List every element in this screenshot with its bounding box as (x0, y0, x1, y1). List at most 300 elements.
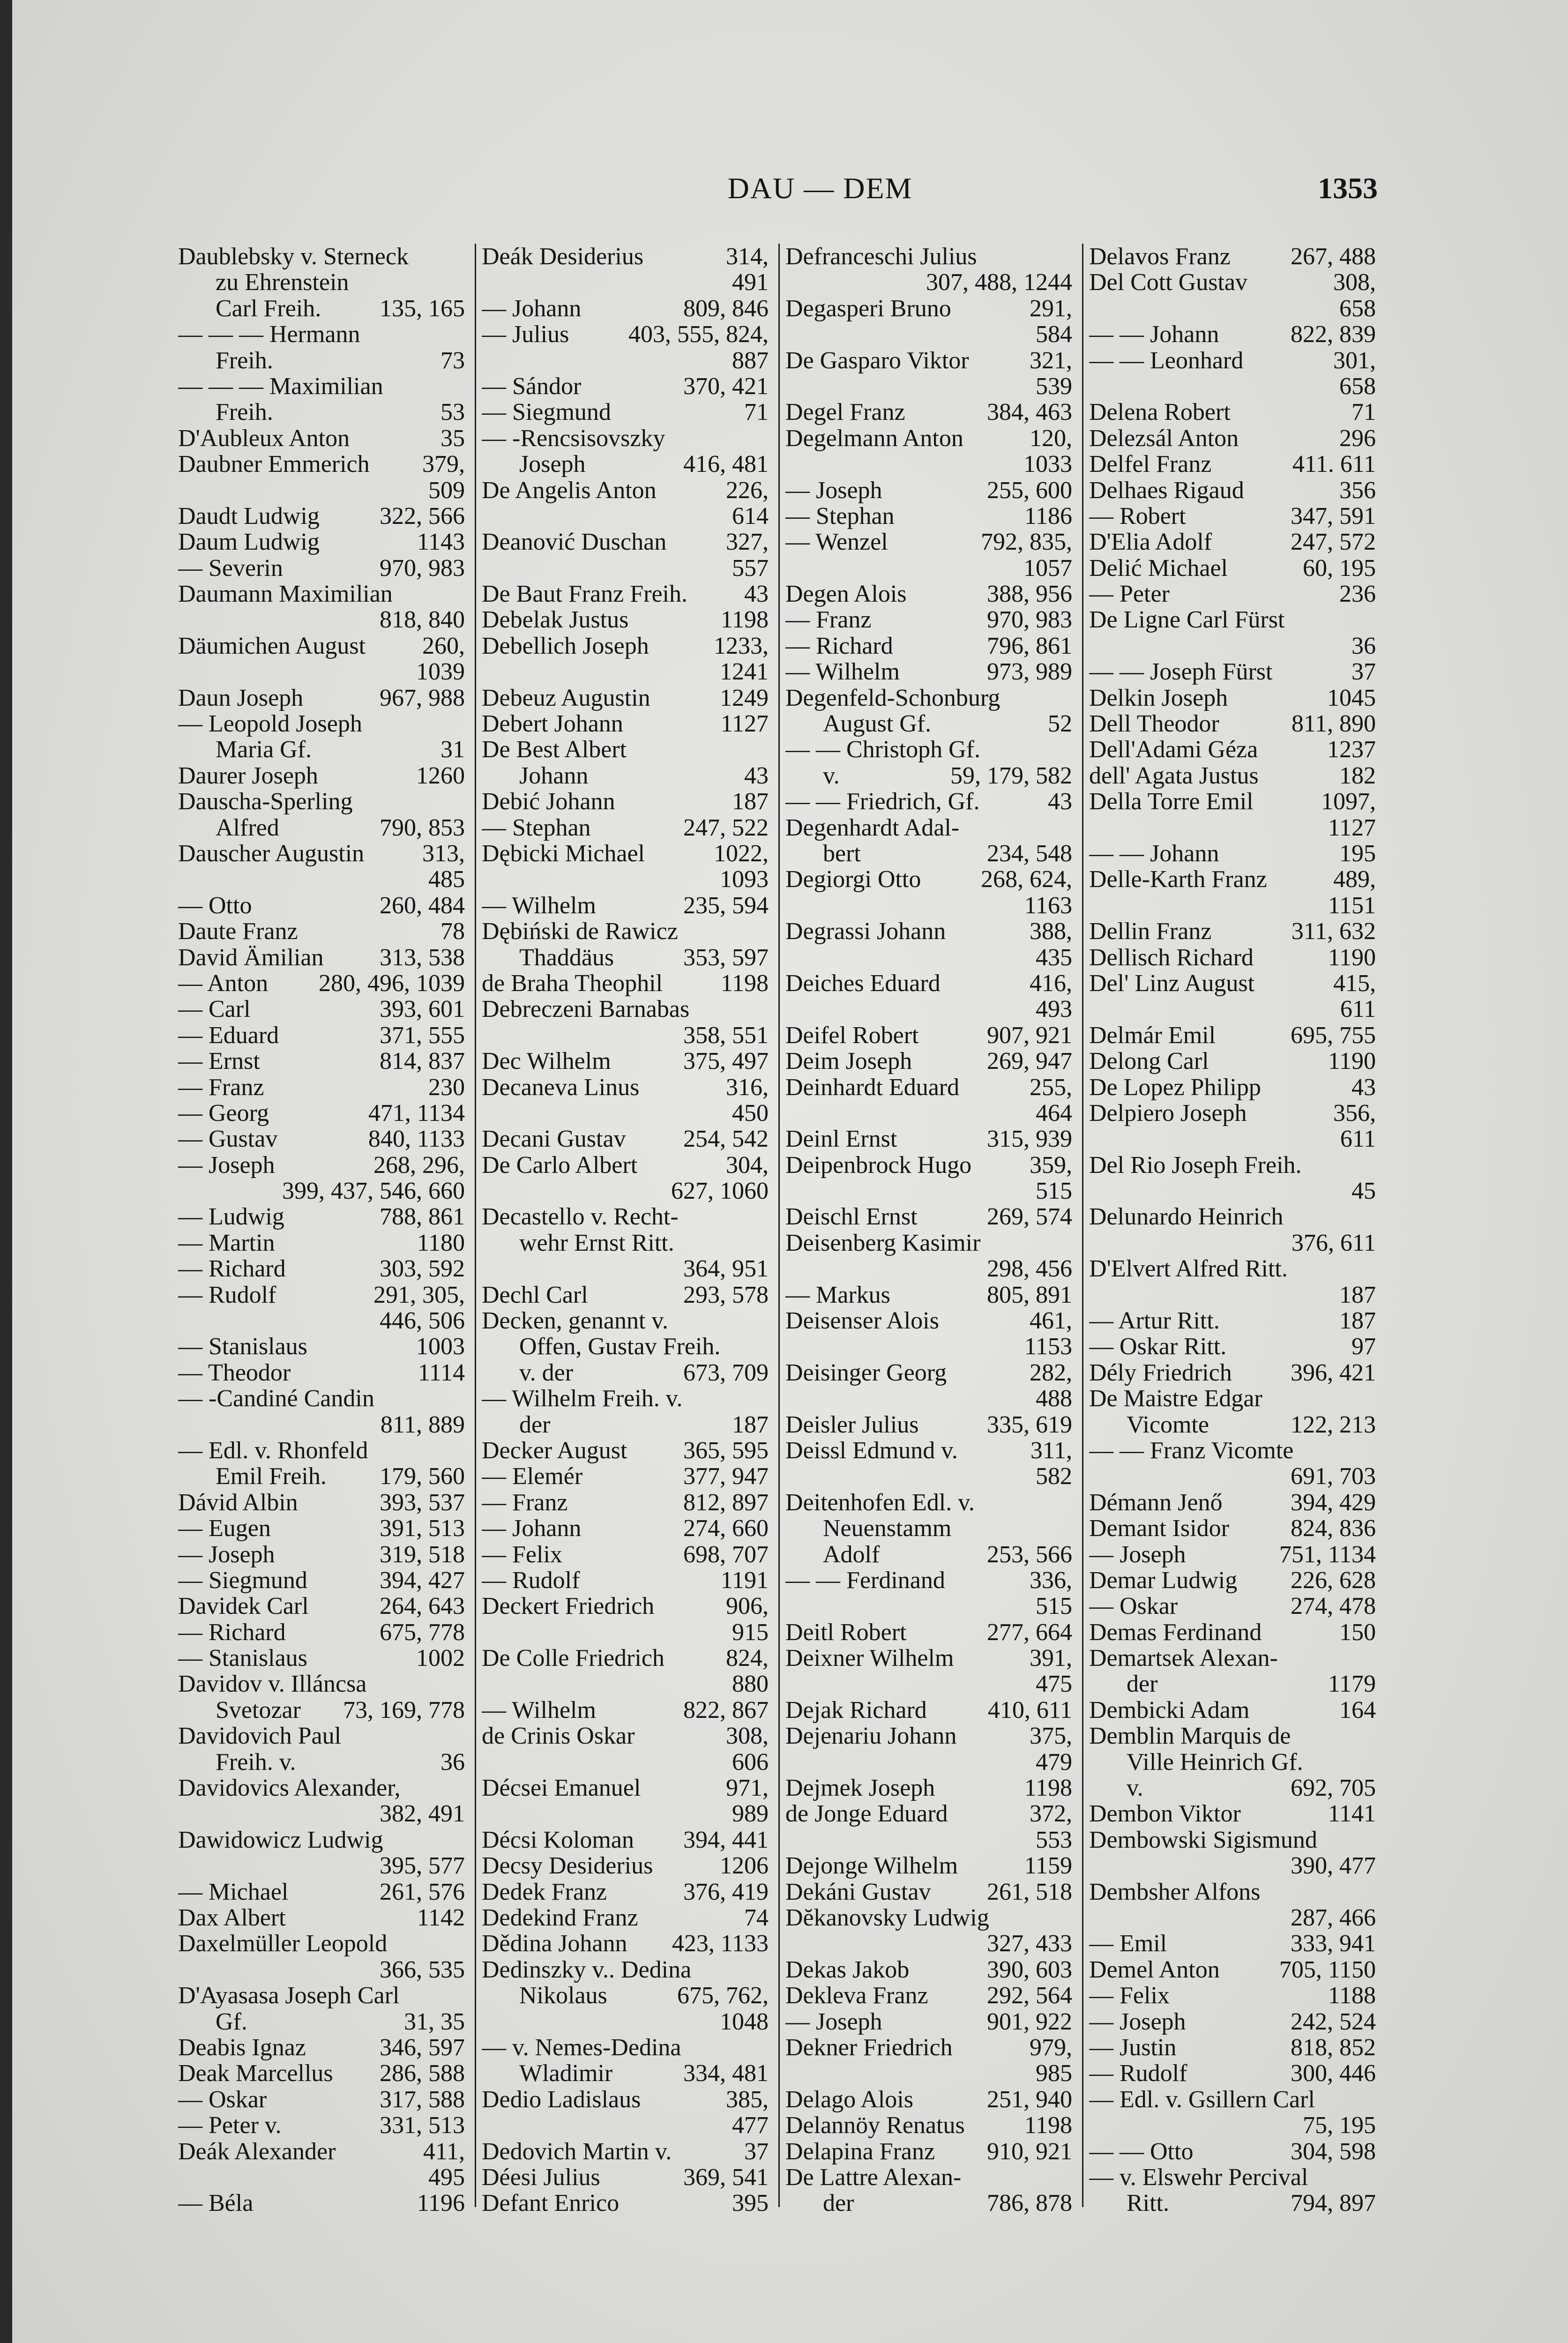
index-entry-line (178, 789, 465, 814)
index-entry-line (482, 2112, 769, 2138)
entry-page-refs: 1206 (720, 1852, 769, 1880)
entry-name: — Oskar Ritt. (1089, 1334, 1227, 1360)
entry-page-refs: 327, (726, 529, 769, 556)
entry-name: Deák Desiderius (482, 244, 644, 270)
index-entry-line (1089, 711, 1376, 737)
entry-page-refs: 1190 (1328, 944, 1376, 971)
index-entry-line (178, 1645, 465, 1671)
entry-name: — Richard (785, 633, 893, 659)
entry-page-refs: 282, (1030, 1359, 1072, 1386)
index-entry-line (178, 1853, 465, 1879)
index-entry-line (785, 244, 1072, 269)
entry-name: Decastello v. Recht- (482, 1204, 679, 1230)
entry-page-refs: 304, (726, 1151, 769, 1179)
index-entry-line (482, 1775, 769, 1801)
index-entry-line (178, 2060, 465, 2086)
entry-name: de Crinis Oskar (482, 1723, 635, 1749)
entry-name: Debreczeni Barnabas (482, 996, 690, 1022)
index-entry-line (178, 1567, 465, 1593)
entry-name: — Eugen (178, 1515, 271, 1542)
index-entry-line (785, 348, 1072, 373)
entry-page-refs: 314, (726, 243, 769, 270)
index-entry-line (785, 1931, 1072, 1956)
entry-page-refs: 43 (744, 581, 769, 608)
index-entry-line (1089, 866, 1376, 892)
entry-page-refs: 226, (726, 477, 769, 504)
index-entry-line (785, 2009, 1072, 2035)
entry-page-refs: 226, 628 (1291, 1567, 1376, 1594)
index-entry-line (1089, 918, 1376, 944)
index-entry-line (178, 685, 465, 711)
entry-name: Dekleva Franz (785, 1983, 928, 2009)
entry-name: Delena Robert (1089, 399, 1231, 425)
entry-name: Dekáni Gustav (785, 1879, 931, 1905)
entry-name: Davidov v. Illáncsa (178, 1671, 367, 1697)
index-entry-line (482, 633, 769, 659)
entry-name: Deabis Ignaz (178, 2034, 306, 2061)
index-entry-line (1089, 2112, 1376, 2138)
index-entry-line (785, 1749, 1072, 1775)
entry-name: Decaneva Linus (482, 1074, 640, 1100)
index-entry-line (178, 321, 465, 347)
index-entry-line (178, 503, 465, 529)
index-entry-line (482, 1827, 769, 1853)
entry-name: — Rudolf (178, 1282, 276, 1308)
entry-name: Delago Alois (785, 2086, 913, 2113)
entry-name: — Felix (1089, 1983, 1170, 2009)
index-entry-line (482, 1879, 769, 1905)
entry-page-refs: 322, 566 (380, 502, 465, 530)
entry-name: Demblin Marquis de (1089, 1723, 1291, 1749)
entry-name: Svetozar (216, 1697, 301, 1724)
entry-page-refs: 907, 921 (987, 1022, 1072, 1049)
column-rule (778, 244, 780, 2207)
entry-page-refs: 477 (732, 2112, 769, 2139)
entry-page-refs: 31 (441, 736, 465, 763)
entry-name: Dejonge Wilhelm (785, 1853, 958, 1879)
index-entry-line (785, 918, 1072, 944)
entry-page-refs: 280, 496, 1039 (319, 970, 465, 997)
entry-name: — Richard (178, 1619, 286, 1646)
entry-page-refs: 796, 861 (987, 632, 1072, 659)
index-entry-line (1089, 2009, 1376, 2035)
index-entry-line (785, 1412, 1072, 1438)
index-entry-line (482, 1204, 769, 1230)
index-entry-line (785, 581, 1072, 607)
index-entry-line (1089, 581, 1376, 607)
index-entry-line (482, 1490, 769, 1515)
index-entry-line (482, 2087, 769, 2112)
index-entry-line (785, 1567, 1072, 1593)
index-entry-line (1089, 1749, 1376, 1775)
entry-page-refs: 1003 (416, 1333, 465, 1360)
entry-page-refs: 786, 878 (987, 2190, 1072, 2217)
index-entry-line (1089, 841, 1376, 866)
index-entry-line (482, 970, 769, 996)
index-entry-line (178, 659, 465, 685)
index-entry-line (785, 1074, 1072, 1100)
entry-name: Vicomte (1127, 1411, 1209, 1438)
entry-page-refs: 327, 433 (987, 1930, 1072, 1957)
index-entry-line (482, 763, 769, 789)
index-entry-line (785, 296, 1072, 321)
index-entry-line (178, 2035, 465, 2060)
index-entry-line (178, 1697, 465, 1723)
entry-name: — — Christoph Gf. (785, 737, 980, 763)
index-entry-line (482, 1100, 769, 1126)
entry-page-refs: 1190 (1328, 1048, 1376, 1075)
index-entry-line (178, 555, 465, 581)
index-entry-line (785, 1515, 1072, 1541)
index-entry-line (178, 2009, 465, 2035)
index-entry-line (482, 1282, 769, 1308)
entry-page-refs: 371, 555 (380, 1022, 465, 1049)
entry-name: v. der (519, 1359, 574, 1386)
entry-page-refs: 471, 1134 (368, 1099, 465, 1127)
index-entry-line (178, 2139, 465, 2164)
entry-name: Joseph (519, 451, 586, 478)
entry-name: Freih. (216, 347, 273, 373)
entry-page-refs: 792, 835, (981, 529, 1072, 556)
entry-name: Dávid Albin (178, 1489, 298, 1516)
entry-page-refs: 1127 (1328, 814, 1376, 841)
entry-page-refs: 356 (1339, 477, 1376, 504)
index-entry-line (178, 1386, 465, 1411)
entry-name: Degasperi Bruno (785, 295, 951, 322)
entry-name: De Colle Friedrich (482, 1645, 665, 1671)
index-entry-line (1089, 244, 1376, 269)
entry-page-refs: 370, 421 (683, 373, 769, 400)
entry-name: De Lopez Philipp (1089, 1074, 1261, 1100)
entry-page-refs: 356, (1333, 1099, 1376, 1127)
index-entry-line (1089, 1152, 1376, 1178)
entry-page-refs: 906, (726, 1593, 769, 1620)
entry-name: D'Elvert Alfred Ritt. (1089, 1256, 1288, 1282)
entry-name: De Maistre Edgar (1089, 1386, 1262, 1412)
entry-page-refs: 150 (1339, 1619, 1376, 1646)
entry-name: Dauscher Augustin (178, 840, 365, 867)
index-entry-line (178, 2190, 465, 2216)
entry-page-refs: 1241 (720, 658, 769, 686)
index-entry-line (785, 1905, 1072, 1931)
index-entry-line (482, 451, 769, 477)
entry-page-refs: 553 (1036, 1826, 1072, 1853)
entry-page-refs: 255, 600 (987, 477, 1072, 504)
entry-page-refs: 461, (1030, 1307, 1072, 1335)
entry-name: Demant Isidor (1089, 1515, 1229, 1542)
entry-page-refs: 698, 707 (683, 1541, 769, 1568)
index-entry-line (785, 711, 1072, 737)
entry-name: — Joseph (178, 1541, 275, 1567)
index-entry-line (482, 1723, 769, 1749)
entry-name: De Gasparo Viktor (785, 347, 969, 373)
index-entry-line (178, 1048, 465, 1074)
index-entry-line (1089, 451, 1376, 477)
index-entry-line (178, 1334, 465, 1359)
entry-name: Davidek Carl (178, 1593, 309, 1619)
entry-name: Dell'Adami Géza (1089, 737, 1258, 763)
entry-name: Degenhardt Adal- (785, 814, 960, 841)
index-entry-line (482, 399, 769, 425)
entry-name: Del' Linz August (1089, 970, 1255, 997)
entry-name: — Stanislaus (178, 1334, 307, 1360)
entry-page-refs: 794, 897 (1291, 2190, 1376, 2217)
entry-page-refs: 379, (422, 451, 465, 478)
entry-name: Décsi Koloman (482, 1827, 634, 1853)
entry-name: Deischl Ernst (785, 1204, 918, 1230)
entry-page-refs: 135, 165 (380, 295, 465, 322)
entry-page-refs: 493 (1036, 996, 1072, 1023)
entry-name: Dembicki Adam (1089, 1697, 1250, 1724)
entry-page-refs: 260, 484 (380, 892, 465, 919)
entry-name: — Julius (482, 321, 569, 348)
entry-page-refs: 78 (441, 918, 465, 945)
index-entry-line (785, 399, 1072, 425)
index-entry-line (785, 478, 1072, 503)
index-entry-line (1089, 1905, 1376, 1931)
index-entry-line (482, 1256, 769, 1282)
index-entry-line (178, 841, 465, 866)
index-entry-line (482, 1152, 769, 1178)
entry-page-refs: 584 (1036, 321, 1072, 348)
entry-name: D'Elia Adolf (1089, 529, 1212, 555)
entry-page-refs: 973, 989 (987, 658, 1072, 686)
entry-name: v. (1127, 1775, 1143, 1801)
entry-page-refs: 384, 463 (987, 399, 1072, 426)
entry-name: — — Leonhard (1089, 347, 1244, 373)
entry-name: — — Joseph Fürst (1089, 659, 1273, 685)
entry-page-refs: 1142 (417, 1904, 465, 1931)
index-entry-line (1089, 1308, 1376, 1334)
entry-name: — Anton (178, 970, 269, 997)
entry-name: Decani Gustav (482, 1126, 626, 1152)
entry-page-refs: 970, 983 (380, 554, 465, 582)
entry-name: — Elemér (482, 1463, 583, 1490)
entry-page-refs: 515 (1036, 1178, 1072, 1205)
entry-page-refs: 247, 572 (1291, 529, 1376, 556)
entry-page-refs: 489, (1333, 866, 1376, 893)
entry-page-refs: 1237 (1327, 736, 1376, 763)
index-columns (0, 244, 1568, 2249)
entry-page-refs: 264, 643 (380, 1593, 465, 1620)
page-number: 1353 (1318, 172, 1378, 205)
index-entry-line (1089, 1801, 1376, 1827)
index-entry-line (178, 1256, 465, 1282)
entry-name: Deisenberg Kasimir (785, 1230, 981, 1256)
index-entry-line (785, 763, 1072, 789)
entry-name: Delmár Emil (1089, 1022, 1216, 1049)
entry-name: Deipenbrock Hugo (785, 1152, 972, 1179)
entry-name: — Johann (482, 1515, 582, 1542)
entry-page-refs: 614 (732, 502, 769, 530)
index-entry-line (178, 945, 465, 970)
index-entry-line (785, 659, 1072, 685)
index-entry-line (1089, 633, 1376, 659)
index-entry-line (178, 1671, 465, 1697)
entry-page-refs: 880 (732, 1671, 769, 1698)
entry-page-refs: 394, 429 (1291, 1489, 1376, 1516)
index-entry-line (1089, 1542, 1376, 1567)
entry-name: — Siegmund (178, 1567, 307, 1594)
index-entry-line (785, 2139, 1072, 2164)
index-entry-line (785, 451, 1072, 477)
index-entry-line (482, 1983, 769, 2008)
entry-page-refs: 267, 488 (1291, 243, 1376, 270)
entry-page-refs: 317, 588 (380, 2086, 465, 2113)
index-entry-line (482, 1645, 769, 1671)
entry-name: — — Johann (1089, 321, 1219, 348)
index-entry-line (785, 1463, 1072, 1489)
entry-name: de Jonge Eduard (785, 1801, 948, 1827)
entry-name: — Siegmund (482, 399, 611, 425)
index-entry-line (785, 815, 1072, 841)
entry-page-refs: 261, 576 (380, 1878, 465, 1905)
entry-name: Degel Franz (785, 399, 905, 425)
index-entry-line (482, 607, 769, 633)
entry-page-refs: 53 (441, 399, 465, 426)
entry-name: de Braha Theophil (482, 970, 663, 997)
entry-page-refs: 1143 (417, 529, 465, 556)
entry-name: — Peter v. (178, 2112, 282, 2139)
entry-page-refs: 388, 956 (987, 581, 1072, 608)
entry-page-refs: 1022, (714, 840, 769, 867)
entry-page-refs: 382, 491 (380, 1800, 465, 1828)
entry-page-refs: 989 (732, 1800, 769, 1828)
entry-name: Del Cott Gustav (1089, 269, 1247, 296)
entry-name: Dedekind Franz (482, 1905, 638, 1931)
entry-page-refs: 788, 861 (380, 1203, 465, 1231)
entry-page-refs: 347, 591 (1291, 502, 1376, 530)
index-entry-line (1089, 1723, 1376, 1749)
entry-page-refs: 253, 566 (987, 1541, 1072, 1568)
entry-name: Delfel Franz (1089, 451, 1212, 478)
entry-name: Daumann Maximilian (178, 581, 393, 607)
entry-name: Dejenariu Johann (785, 1723, 957, 1749)
index-entry-line (785, 1152, 1072, 1178)
index-entry-line (785, 685, 1072, 711)
index-entry-line (1089, 1463, 1376, 1489)
index-entry-line (1089, 1490, 1376, 1515)
entry-page-refs: 1097, (1321, 788, 1376, 815)
entry-page-refs: 557 (732, 554, 769, 582)
entry-page-refs: 293, 578 (683, 1281, 769, 1308)
entry-name: Delunardo Heinrich (1089, 1204, 1284, 1230)
entry-page-refs: 822, 839 (1291, 321, 1376, 348)
entry-name: — Joseph (178, 1152, 275, 1179)
entry-name: Offen, Gustav Freih. (519, 1334, 721, 1360)
entry-page-refs: 359, (1030, 1151, 1072, 1179)
index-entry-line (785, 1697, 1072, 1723)
index-entry-line (1089, 1983, 1376, 2008)
entry-name: Deitl Robert (785, 1619, 907, 1646)
index-entry-line (785, 1282, 1072, 1308)
entry-page-refs: 71 (744, 399, 769, 426)
index-entry-line (178, 1879, 465, 1905)
index-entry-line (482, 425, 769, 451)
index-entry-line (482, 1619, 769, 1645)
index-entry-line (1089, 503, 1376, 529)
entry-page-refs: 1249 (720, 684, 769, 711)
entry-page-refs: 376, 611 (1291, 1229, 1376, 1256)
entry-page-refs: 475 (1036, 1671, 1072, 1698)
index-entry-line (785, 1204, 1072, 1230)
entry-name: Deak Marcellus (178, 2060, 333, 2087)
index-entry-line (1089, 996, 1376, 1022)
index-entry-line (785, 321, 1072, 347)
entry-name: Delannöy Renatus (785, 2112, 965, 2139)
entry-page-refs: 395 (732, 2190, 769, 2217)
index-entry-line (1089, 399, 1376, 425)
entry-name: — Oskar (1089, 1593, 1178, 1619)
entry-name: Deixner Wilhelm (785, 1645, 954, 1671)
index-entry-line (1089, 685, 1376, 711)
entry-name: — Ludwig (178, 1204, 284, 1230)
index-entry-line (1089, 1334, 1376, 1359)
entry-name: Delong Carl (1089, 1048, 1209, 1074)
index-entry-line (482, 555, 769, 581)
entry-name: Demel Anton (1089, 1956, 1220, 1983)
index-entry-line (1089, 1619, 1376, 1645)
entry-page-refs: 539 (1036, 373, 1072, 400)
entry-page-refs: 385, (726, 2086, 769, 2113)
index-entry-line (482, 478, 769, 503)
entry-page-refs: 1153 (1024, 1333, 1072, 1360)
entry-name: Maria Gf. (216, 737, 312, 763)
entry-name: Dély Friedrich (1089, 1359, 1232, 1386)
entry-page-refs: 491 (732, 269, 769, 296)
index-entry-line (1089, 1593, 1376, 1619)
entry-page-refs: 675, 762, (677, 1982, 769, 2009)
entry-name: Deiches Eduard (785, 970, 941, 997)
entry-page-refs: 1196 (417, 2190, 465, 2217)
entry-name: Dejmek Joseph (785, 1775, 935, 1801)
index-entry-line (482, 1334, 769, 1359)
index-entry-line (178, 269, 465, 295)
entry-name: Dellisch Richard (1089, 944, 1254, 970)
index-entry-line (482, 581, 769, 607)
entry-name: Dauscha-Sperling (178, 789, 353, 815)
index-entry-line (482, 1671, 769, 1697)
entry-page-refs: 824, (726, 1645, 769, 1672)
entry-name: Debellich Joseph (482, 633, 649, 659)
entry-page-refs: 234, 548 (987, 840, 1072, 867)
index-entry-line (1089, 529, 1376, 555)
index-entry-line (1089, 1048, 1376, 1074)
entry-name: D'Ayasasa Joseph Carl (178, 1983, 400, 2009)
entry-name: — Wilhelm Freih. v. (482, 1386, 683, 1412)
entry-page-refs: 73, 169, 778 (343, 1696, 465, 1724)
index-entry-line (1089, 1957, 1376, 1983)
entry-name: Dekner Friedrich (785, 2034, 953, 2061)
index-entry-line (482, 1360, 769, 1386)
index-entry-line (178, 399, 465, 425)
entry-name: Decken, genannt v. (482, 1308, 669, 1334)
index-entry-line (785, 1022, 1072, 1048)
entry-page-refs: 391, (1030, 1645, 1072, 1672)
index-entry-line (178, 815, 465, 841)
index-entry-line (178, 1100, 465, 1126)
entry-name: — — Johann (1089, 840, 1219, 867)
index-entry-line (178, 996, 465, 1022)
index-entry-line (1089, 2164, 1376, 2190)
entry-name: — Joseph (785, 2008, 882, 2035)
entry-name: Gf. (216, 2008, 247, 2035)
index-entry-line (785, 1957, 1072, 1983)
entry-page-refs: 658 (1339, 373, 1376, 400)
index-entry-line (178, 711, 465, 737)
entry-name: Deisinger Georg (785, 1359, 947, 1386)
entry-page-refs: 1180 (417, 1229, 465, 1256)
